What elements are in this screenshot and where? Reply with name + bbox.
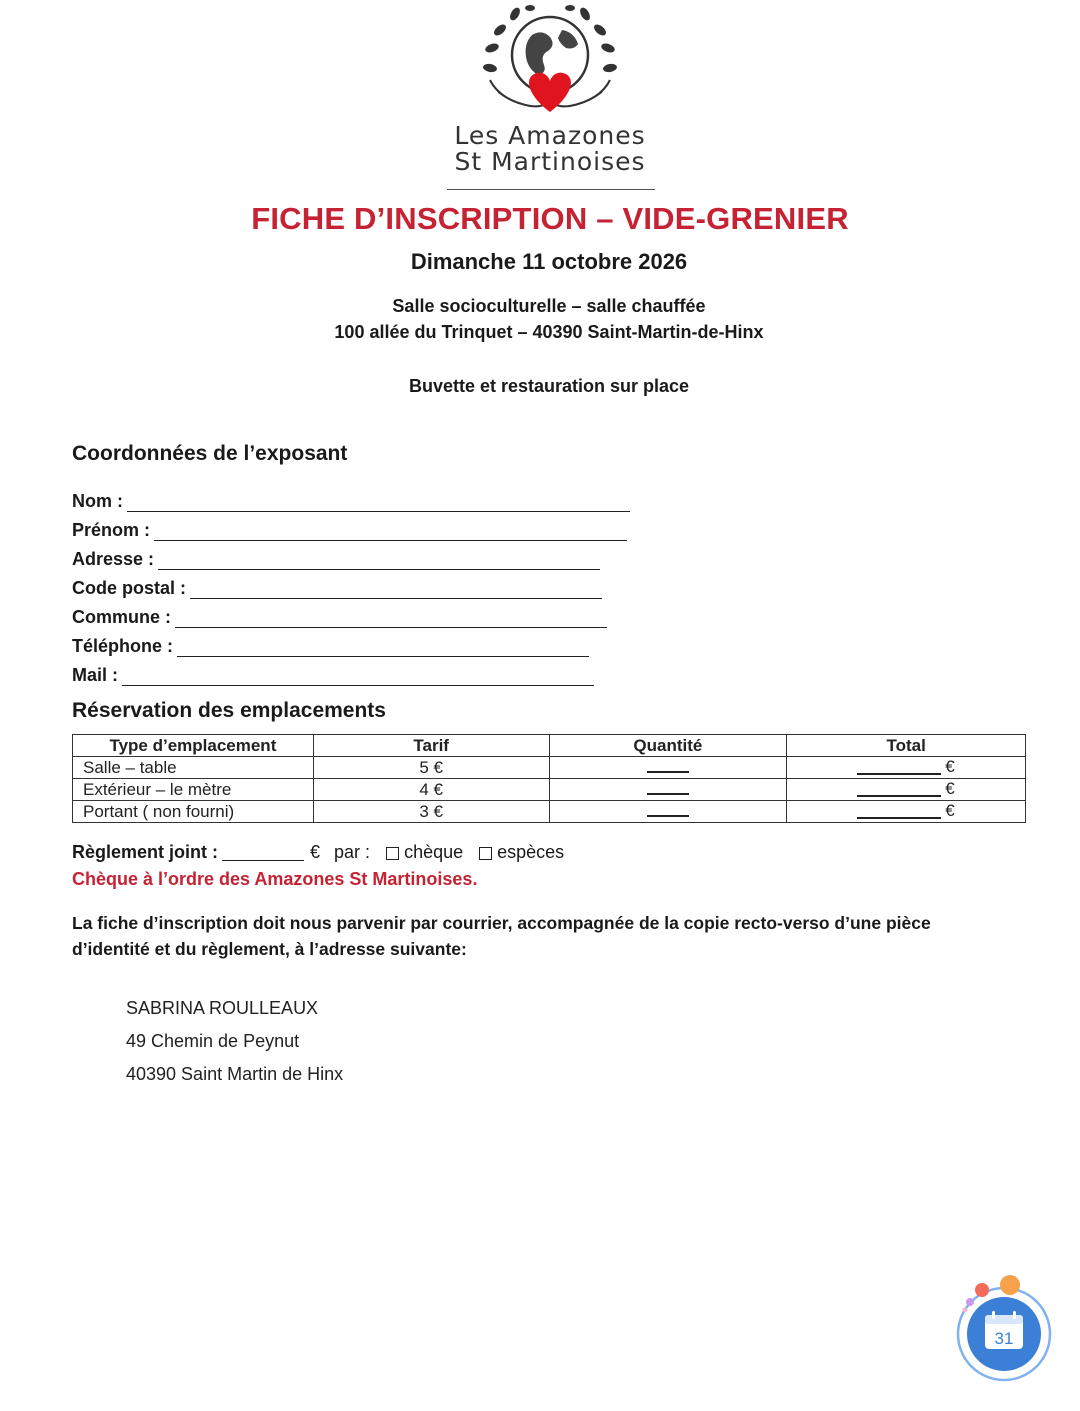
especes-checkbox[interactable]: [479, 847, 492, 860]
address-name: SABRINA ROULLEAUX: [126, 998, 319, 1018]
event-date: Dimanche 11 octobre 2026: [410, 249, 688, 274]
adresse-input-line[interactable]: [158, 551, 600, 570]
header-type: Type d’emplacement: [73, 735, 314, 757]
table-row: [73, 757, 1026, 779]
mail-input-line[interactable]: [122, 667, 594, 686]
row-tarif: 3 €: [313, 801, 549, 823]
reglement-par: par :: [334, 842, 371, 862]
table-row: [73, 779, 1026, 801]
header-divider: [447, 189, 655, 190]
form-title: FICHE D’INSCRIPTION – VIDE-GRENIER: [251, 201, 849, 236]
prenom-input-line[interactable]: [154, 522, 627, 541]
commune-input-line[interactable]: [175, 609, 607, 628]
reglement-label: Règlement joint :: [72, 842, 219, 862]
table-header-row: [73, 735, 1026, 757]
code-postal-label: Code postal :: [72, 578, 187, 598]
cheque-order-note: Chèque à l’ordre des Amazones St Martinoises.: [72, 869, 478, 889]
org-name-line2: St Martinoises: [454, 147, 646, 176]
address-city: 40390 Saint Martin de Hinx: [126, 1064, 344, 1084]
cheque-option-label: chèque: [404, 842, 464, 862]
row-type: Portant ( non fourni): [73, 801, 314, 823]
reglement-currency: €: [310, 842, 321, 862]
row-quantite[interactable]: [549, 757, 787, 779]
total-input-line[interactable]: [857, 795, 941, 797]
reglement-line: [72, 842, 564, 863]
address-street: 49 Chemin de Peynut: [126, 1031, 300, 1051]
adresse-label: Adresse :: [72, 549, 155, 569]
commune-field[interactable]: [72, 606, 607, 628]
row-tarif: 5 €: [313, 757, 549, 779]
reglement-amount-line[interactable]: [222, 844, 304, 861]
nom-label: Nom :: [72, 491, 123, 511]
total-currency: €: [945, 757, 955, 776]
nom-input-line[interactable]: [127, 493, 630, 512]
venue-name: Salle socioculturelle – salle chauffée: [392, 296, 706, 316]
quantite-input-line[interactable]: [647, 757, 689, 773]
mailing-instructions: La fiche d’inscription doit nous parvenir par courrier, accompagnée de la copie recto-verso d’une pièce d’identité et du règlement, à l’adresse suivante:: [72, 913, 931, 959]
quantite-input-line[interactable]: [647, 779, 689, 795]
reservation-section-title: Réservation des emplacements: [72, 699, 386, 722]
header-tarif: Tarif: [313, 735, 549, 757]
reservation-table: [72, 734, 1026, 823]
mail-label: Mail :: [72, 665, 119, 685]
venue-address: 100 allée du Trinquet – 40390 Saint-Martin-de-Hinx: [334, 322, 764, 342]
row-total[interactable]: [787, 801, 1026, 823]
telephone-field[interactable]: [72, 635, 589, 657]
row-quantite[interactable]: [549, 801, 787, 823]
header-total: Total: [787, 735, 1026, 757]
telephone-label: Téléphone :: [72, 636, 174, 656]
prenom-field[interactable]: [72, 519, 627, 541]
telephone-input-line[interactable]: [177, 638, 589, 657]
calendar-badge-icon[interactable]: [948, 1270, 1058, 1385]
org-name-line1: Les Amazones: [454, 121, 646, 150]
venue-services: Buvette et restauration sur place: [408, 376, 690, 396]
quantite-input-line[interactable]: [647, 801, 689, 817]
row-quantite[interactable]: [549, 779, 787, 801]
row-total[interactable]: [787, 779, 1026, 801]
adresse-field[interactable]: [72, 548, 600, 570]
especes-option-label: espèces: [497, 842, 565, 862]
header-quantite: Quantité: [549, 735, 787, 757]
total-input-line[interactable]: [857, 817, 941, 819]
mail-field[interactable]: [72, 664, 594, 686]
total-input-line[interactable]: [857, 773, 941, 775]
commune-label: Commune :: [72, 607, 171, 627]
code-postal-field[interactable]: [72, 577, 602, 599]
total-currency: €: [945, 779, 955, 798]
row-tarif: 4 €: [313, 779, 549, 801]
row-type: Extérieur – le mètre: [73, 779, 314, 801]
cheque-checkbox[interactable]: [386, 847, 399, 860]
prenom-label: Prénom :: [72, 520, 151, 540]
exposant-section-title: Coordonnées de l’exposant: [72, 442, 348, 465]
row-type: Salle – table: [73, 757, 314, 779]
table-row: [73, 801, 1026, 823]
calendar-day-number: 31: [994, 1329, 1014, 1348]
nom-field[interactable]: [72, 490, 630, 512]
code-postal-input-line[interactable]: [190, 580, 602, 599]
total-currency: €: [945, 801, 955, 820]
row-total[interactable]: [787, 757, 1026, 779]
globe-hands-heart-logo: [470, 0, 630, 120]
